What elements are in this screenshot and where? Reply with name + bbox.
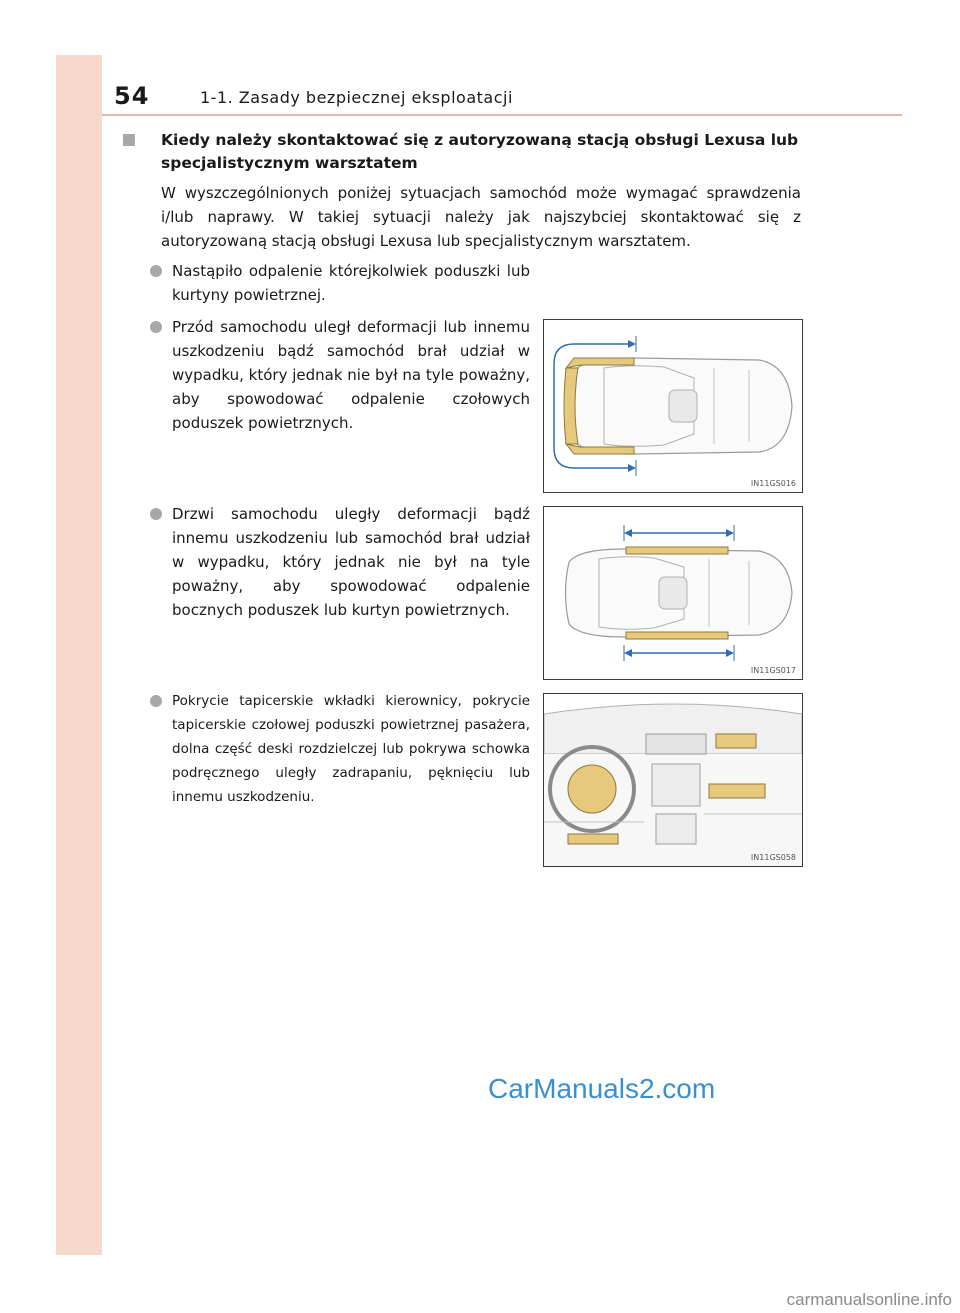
figure-code: IN11GS017 [750, 666, 796, 675]
section-title: 1-1. Zasady bezpiecznej eksploatacji [200, 88, 513, 107]
list-item-text: Przód samochodu uległ deformacji lub innemu uszkodzeniu bądź samochód brał udział w wypadku, który jednak nie był na tyle poważny, aby spowodować odpalenie czołowych poduszek powietrznych. [172, 318, 530, 432]
figure-door-damage [543, 506, 803, 680]
car-top-view-doors-illustration [544, 507, 802, 679]
footer-watermark: carmanualsonline.info [786, 1290, 952, 1309]
list-item-text: Pokrycie tapicerskie wkładki kierownicy, pokrycie tapicerskie czołowej poduszki powietrznej pasażera, dolna część deski rozdzielczej lub pokrywa schowka podręcznego uległy zadrapaniu, pęknięciu lub innemu uszkodzeniu. [172, 693, 530, 805]
list-item [150, 502, 530, 622]
bullet-dot-icon [150, 265, 162, 277]
list-item [150, 689, 530, 809]
bullet-dot-icon [150, 321, 162, 333]
list-item [150, 315, 530, 435]
figure-code: IN11GS058 [750, 853, 796, 862]
dashboard-illustration [544, 694, 802, 866]
square-bullet-icon [123, 134, 135, 146]
list-item-text: Drzwi samochodu uległy deformacji bądź innemu uszkodzeniu lub samochód brał udział w wypadku, który jednak nie był na tyle poważny, aby spowodować odpalenie bocznych poduszek lub kurtyn powietrznych. [172, 505, 530, 619]
bullet-dot-icon [150, 695, 162, 707]
section-heading-text: Kiedy należy skontaktować się z autoryzowaną stacją obsługi Lexusa lub specjalistycznym warsztatem [161, 131, 799, 172]
car-top-view-front-illustration [544, 320, 802, 492]
figure-dashboard-damage [543, 693, 803, 867]
bullet-dot-icon [150, 508, 162, 520]
watermark-logo: CarManuals2.com [488, 1073, 716, 1104]
side-tab-band [56, 55, 102, 1255]
list-item [150, 259, 530, 307]
page-number: 54 [114, 82, 150, 110]
figure-front-damage [543, 319, 803, 493]
section-heading [123, 129, 808, 175]
intro-paragraph: W wyszczególnionych poniżej sytuacjach samochód może wymagać sprawdzenia i/lub naprawy. W takiej sytuacji należy jak najszybciej skontaktować się z autoryzowaną stacją obsługi Lexusa lub specjalistycznym warsztatem. [161, 184, 801, 250]
figure-code: IN11GS016 [750, 479, 796, 488]
header-divider [102, 114, 902, 116]
list-item-text: Nastąpiło odpalenie którejkolwiek poduszki lub kurtyny powietrznej. [172, 262, 530, 304]
